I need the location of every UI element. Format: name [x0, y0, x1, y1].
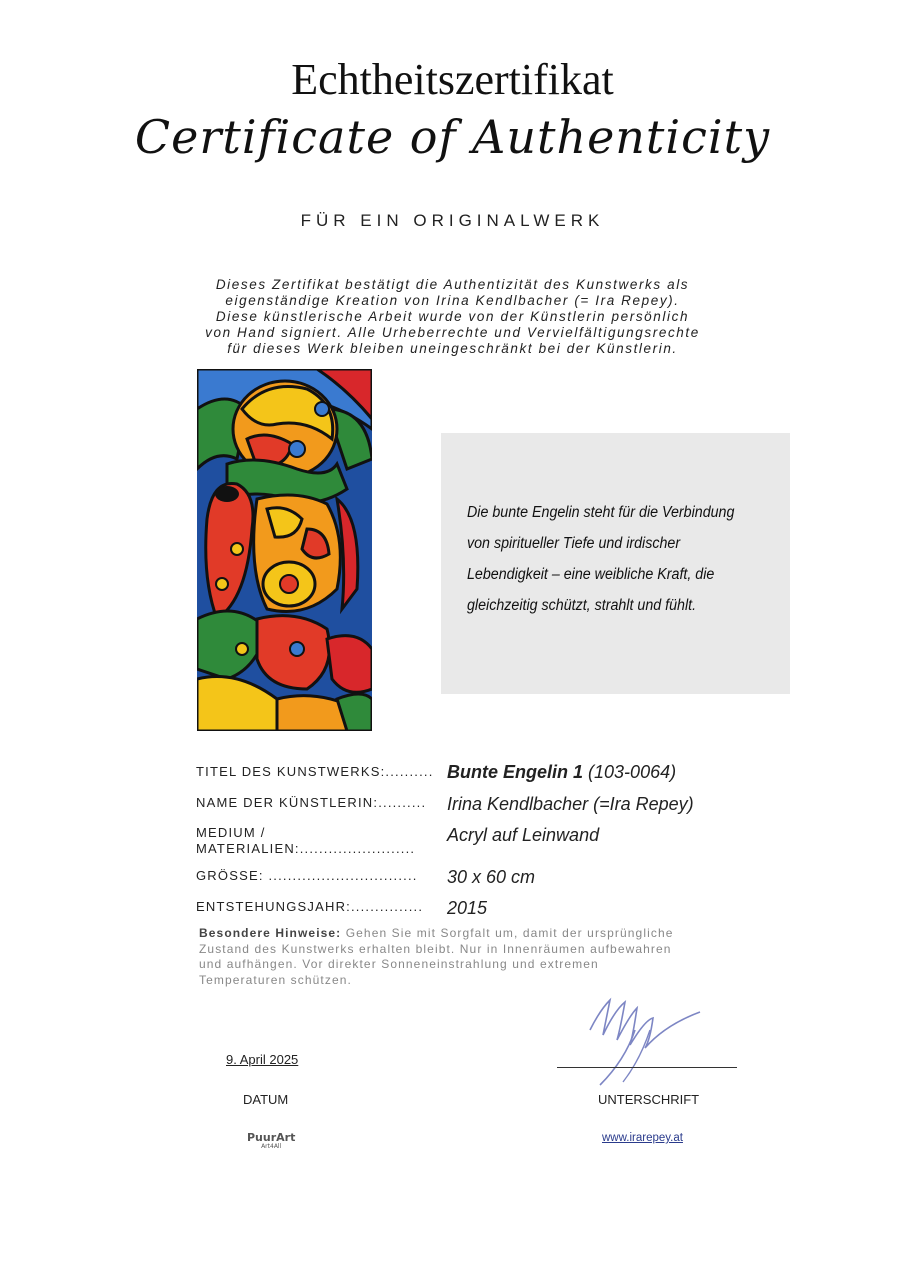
- artwork-description: [467, 497, 743, 621]
- artist-value: Irina Kendlbacher (=Ira Repey): [447, 794, 694, 814]
- special-notes: [199, 926, 759, 988]
- artist-label: NAME DER KÜNSTLERIN:..........: [196, 795, 427, 810]
- description-line: gleichzeitig schützt, strahlt und fühlt.: [467, 597, 697, 614]
- logo-subtext: Art4All: [261, 1143, 282, 1150]
- intro-line: Diese künstlerische Arbeit wurde von der Künstlerin persönlich: [215, 309, 690, 324]
- medium-label-line: MATERIALIEN:........................: [196, 841, 416, 856]
- intro-line: Dieses Zertifikat bestätigt die Authentizität des Kunstwerks als: [215, 277, 690, 292]
- size-value: 30 x 60 cm: [447, 867, 536, 887]
- intro-line: für dieses Werk bleiben uneingeschränkt bei der Künstlerin.: [227, 341, 678, 356]
- notes-line: und aufhängen. Vor direkter Sonneneinstrahlung und extremen: [199, 957, 599, 971]
- title-label: TITEL DES KUNSTWERKS:..........: [196, 764, 434, 779]
- notes-line: Zustand des Kunstwerks erhalten bleibt. Nur in Innenräumen aufbewahren: [199, 941, 672, 956]
- description-line: Die bunte Engelin steht für die Verbindung: [467, 504, 735, 521]
- medium-label-line: MEDIUM /: [196, 825, 266, 840]
- signature-line: [557, 1067, 737, 1068]
- year-label: ENTSTEHUNGSJAHR:...............: [196, 899, 424, 914]
- date-caption: DATUM: [243, 1092, 289, 1107]
- year-value: 2015: [447, 898, 488, 918]
- medium-label: [196, 825, 436, 857]
- title-value: [447, 762, 676, 783]
- notes-line: Temperaturen schützen.: [199, 972, 352, 987]
- notes-heading: Besondere Hinweise:: [199, 926, 342, 940]
- signature-image: [575, 990, 715, 1090]
- puurart-logo: [247, 1133, 295, 1151]
- signature-caption: UNTERSCHRIFT: [598, 1092, 700, 1107]
- description-line: Lebendigkeit – eine weibliche Kraft, die: [467, 566, 715, 583]
- certificate-title-english: Certificate of Authenticity: [134, 110, 771, 164]
- certificate-subtitle: FÜR EIN ORIGINALWERK: [300, 211, 605, 230]
- description-line: von spiritueller Tiefe und irdischer: [467, 535, 681, 552]
- intro-line: eigenständige Kreation von Irina Kendlbacher (= Ira Repey).: [225, 293, 680, 308]
- medium-value: Acryl auf Leinwand: [447, 825, 600, 845]
- artwork-title: Bunte Engelin 1: [447, 762, 584, 782]
- logo-text: PuurArt: [247, 1131, 296, 1144]
- artwork-image: [197, 369, 372, 731]
- website-link[interactable]: www.irarepey.at: [602, 1132, 683, 1144]
- certificate-date: 9. April 2025: [226, 1052, 299, 1067]
- size-label: GRÖSSE: ...............................: [196, 868, 418, 883]
- certificate-title-german: Echtheitszertifikat: [291, 55, 614, 104]
- notes-line: Gehen Sie mit Sorgfalt um, damit der ursprüngliche: [345, 926, 674, 940]
- intro-line: von Hand signiert. Alle Urheberrechte und Vervielfältigungsrechte: [205, 325, 700, 340]
- artwork-code: (103-0064): [588, 762, 677, 782]
- intro-text: [140, 277, 765, 357]
